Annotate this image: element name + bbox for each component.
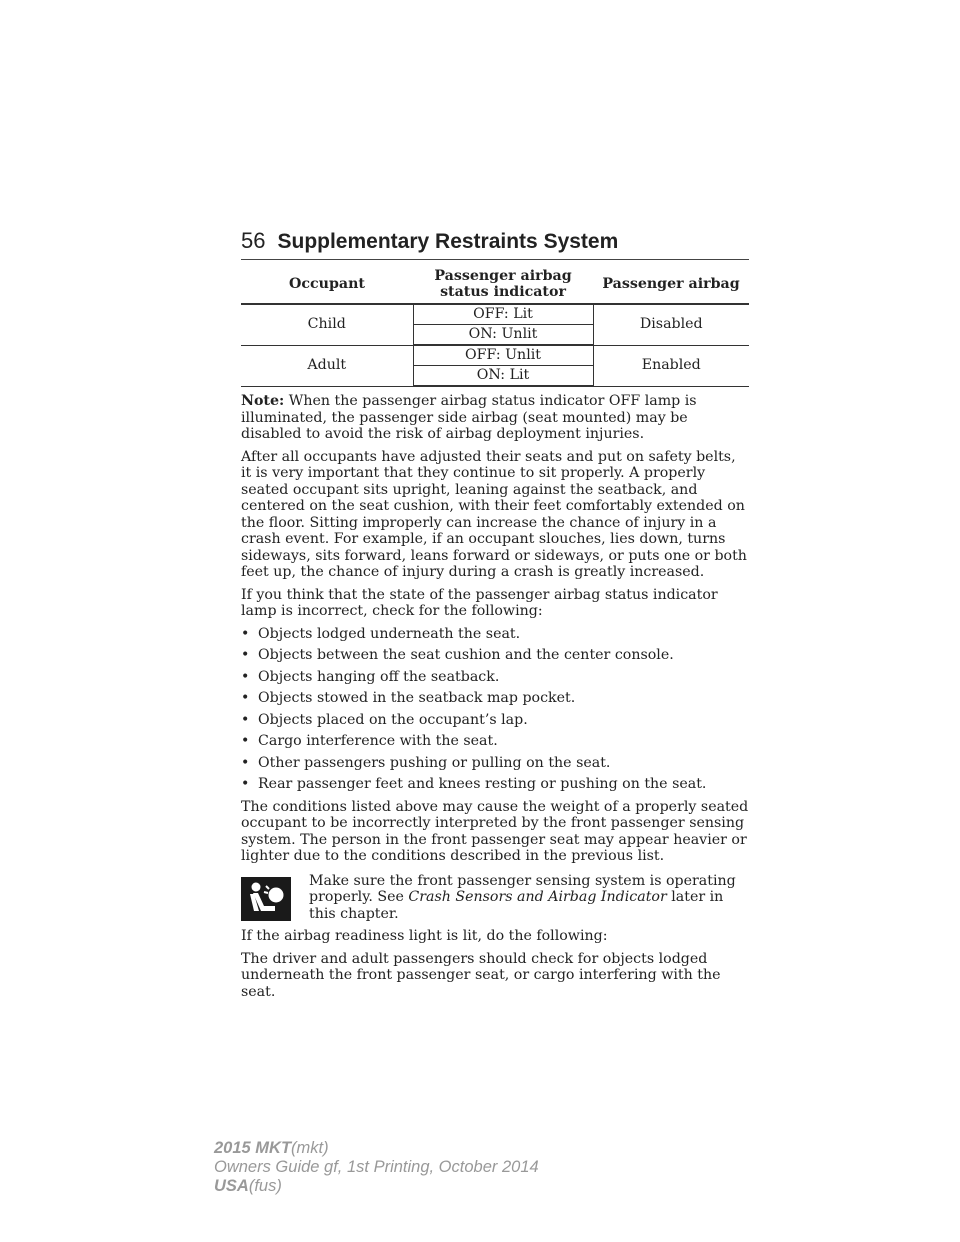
- list-item-text: Objects between the seat cushion and the center console.: [258, 647, 674, 663]
- footer-region: USA: [214, 1177, 249, 1195]
- footer-line-printing: Owners Guide gf, 1st Printing, October 2014: [214, 1158, 539, 1176]
- table-header-occupant: Occupant: [241, 266, 413, 304]
- list-item: [241, 626, 749, 643]
- footer-model: 2015 MKT: [214, 1139, 292, 1157]
- list-item: [241, 755, 749, 772]
- list-item-text: Other passengers pushing or pulling on the seat.: [258, 754, 611, 771]
- table-header-row: [241, 266, 749, 304]
- list-item: [241, 647, 749, 664]
- chapter-title: Supplementary Restraints System: [277, 230, 619, 253]
- body-paragraph-readiness: If the airbag readiness light is lit, do the following:: [241, 928, 608, 944]
- body-paragraph-sitting: After all occupants have adjusted their seats and put on safety belts, it is very important that they continue to sit properly. A properly seated occupant sits upright, leaning against the seatback, and centered on the seat cushion, with their feet comfortably extended on the floor. Sitting improperly can increase the chance of injury in a crash event. For example, if an occupant slouches, lies down, turns sideways, sits forward, leans forward or sideways, or puts one or both feet up, the chance of injury during a crash is greatly increased.: [241, 448, 747, 580]
- page-header: [241, 228, 749, 254]
- warning-text-after: later in this chapter.: [309, 889, 724, 922]
- page-content: [241, 266, 749, 1006]
- list-item-text: Objects stowed in the seatback map pocket.: [258, 690, 576, 706]
- table-header-airbag: Passenger airbag: [593, 266, 749, 304]
- list-item-text: Rear passenger feet and knees resting or pushing on the seat.: [258, 776, 707, 792]
- warning-block: [241, 873, 749, 923]
- table-cell-occupant: Child: [241, 304, 413, 345]
- footer-line-region: [214, 1177, 539, 1196]
- page-footer: [214, 1139, 539, 1196]
- footer-model-code: (mkt): [291, 1139, 329, 1157]
- table-cell-indicator: ON: Lit: [413, 366, 593, 387]
- note-label: Note:: [241, 393, 285, 409]
- table-cell-occupant: Adult: [241, 345, 413, 386]
- table-cell-indicator: OFF: Unlit: [413, 345, 593, 366]
- bullet-symbol: •: [241, 776, 250, 792]
- table-row: [241, 345, 749, 366]
- list-item-text: Cargo interference with the seat.: [258, 733, 498, 749]
- table-cell-indicator: OFF: Lit: [413, 304, 593, 325]
- note-text: When the passenger airbag status indicator OFF lamp is illuminated, the passenger side airbag (seat mounted) may be disabled to avoid the risk of airbag deployment injuries.: [241, 393, 697, 442]
- footer-region-code: (fus): [248, 1177, 282, 1195]
- table-cell-airbag: Enabled: [593, 345, 749, 386]
- body-paragraph-check-intro: If you think that the state of the passenger airbag status indicator lamp is incorrect, check for the following:: [241, 586, 718, 619]
- warning-text: [309, 873, 749, 923]
- table-header-indicator: Passenger airbag status indicator: [413, 266, 593, 304]
- warning-link-crash-sensors[interactable]: Crash Sensors and Airbag Indicator: [408, 889, 667, 905]
- airbag-warning-icon: [241, 877, 291, 921]
- bullet-symbol: •: [241, 690, 250, 706]
- body-paragraph-conditions: The conditions listed above may cause the weight of a properly seated occupant to be incorrectly interpreted by the front passenger sensing system. The person in the front passenger seat may appear heavier or lighter due to the conditions described in the previous list.: [241, 798, 749, 864]
- list-item: [241, 776, 749, 793]
- list-item-text: Objects placed on the occupant’s lap.: [258, 711, 528, 728]
- list-item-text: Objects lodged underneath the seat.: [258, 625, 521, 642]
- list-item: [241, 669, 749, 686]
- footer-line-model: [214, 1139, 539, 1158]
- header-rule: [241, 259, 749, 260]
- table-cell-indicator: ON: Unlit: [413, 325, 593, 346]
- page-number: 56: [241, 228, 266, 253]
- note-paragraph: [241, 393, 749, 443]
- bullet-symbol: •: [241, 647, 250, 663]
- list-item: [241, 690, 749, 707]
- warning-text-before: Make sure the front passenger sensing system is operating properly. See: [309, 872, 736, 905]
- bullet-symbol: •: [241, 733, 250, 749]
- check-list: [241, 626, 749, 793]
- list-item: [241, 733, 749, 750]
- bullet-symbol: •: [241, 625, 250, 642]
- bullet-symbol: •: [241, 711, 250, 728]
- bullet-symbol: •: [241, 754, 250, 771]
- airbag-status-table: [241, 266, 749, 387]
- bullet-symbol: •: [241, 668, 250, 685]
- table-cell-airbag: Disabled: [593, 304, 749, 345]
- list-item-text: Objects hanging off the seatback.: [258, 668, 500, 685]
- list-item: [241, 712, 749, 729]
- body-paragraph-driver-check: The driver and adult passengers should check for objects lodged underneath the front passenger seat, or cargo interfering with the seat.: [241, 950, 721, 1000]
- table-row: [241, 304, 749, 325]
